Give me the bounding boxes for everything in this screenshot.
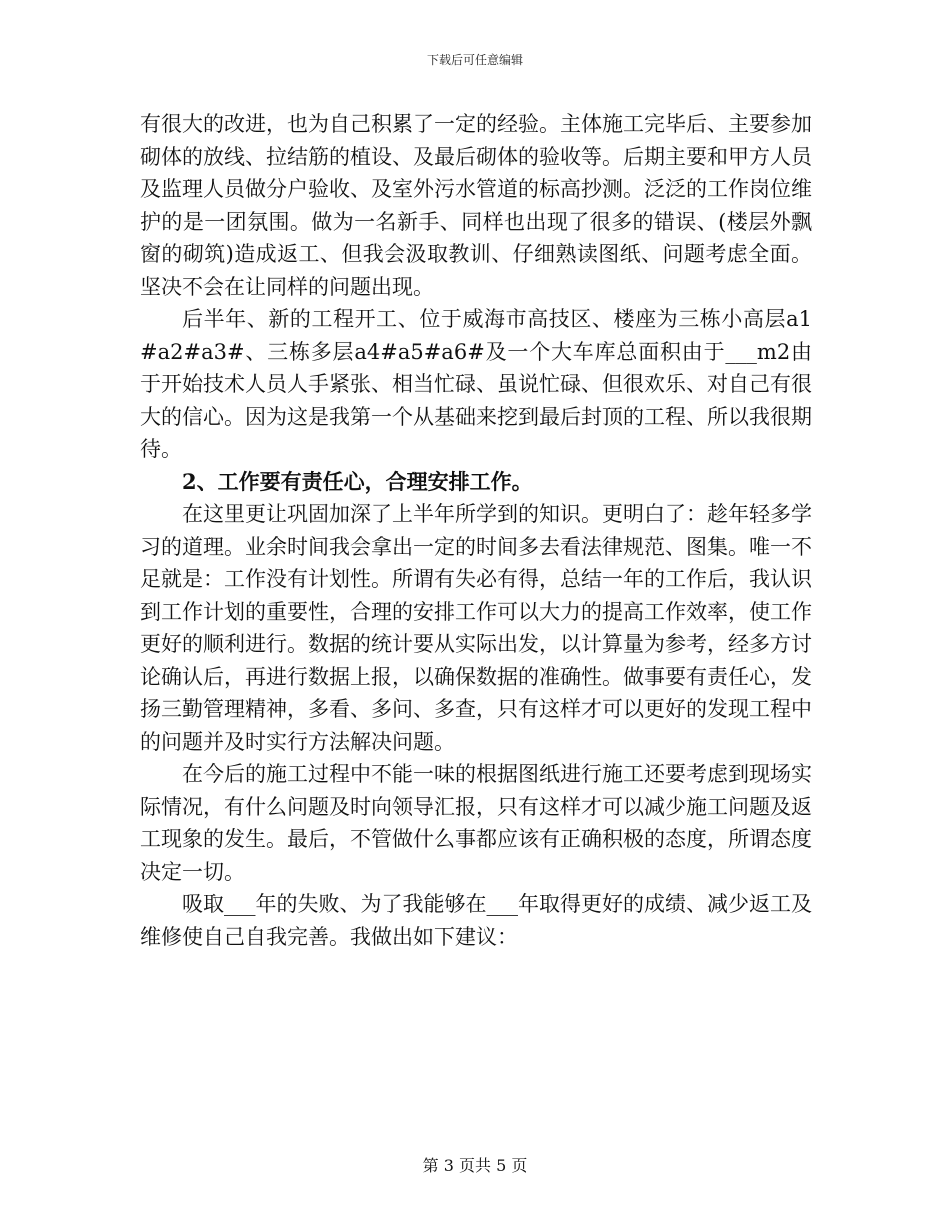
paragraph-future-construction: 在今后的施工过程中不能一味的根据图纸进行施工还要考虑到现场实际情况，有什么问题及时向领导汇报，只有这样才可以减少施工问题及返工现象的发生。最后，不管做什么事都应该有正确积极的态度，所谓态度决定一切。 — [140, 762, 812, 884]
section-heading: 2、工作要有责任心，合理安排工作。 — [182, 468, 533, 494]
page-footer: 第 3 页共 5 页 — [422, 1156, 528, 1175]
page-header: 下载后可任意编辑 — [426, 53, 523, 67]
paragraph-knowledge: 在这里更让巩固加深了上半年所学到的知识。更明白了：趁年轻多学习的道理。业余时间我会拿出一定的时间多去看法律规范、图集。唯一不足就是：工作没有计划性。所谓有失必有得，总结一年的工作后，我认识到工作计划的重要性，合理的安排工作可以大力的提高工作效率，使工作更好的顺利进行。数据的统计要从实际出发，以计算量为参考，经多方讨论确认后，再进行数据上报，以确保数据的准确性。做事要有责任心，发扬三勤管理精神，多看、多问、多查，只有这样才可以更好的发现工程中的问题并及时实行方法解决问题。 — [140, 502, 812, 754]
paragraph-continued: 有很大的改进，也为自己积累了一定的经验。主体施工完毕后、主要参加砌体的放线、拉结筋的植设、及最后砌体的验收等。后期主要和甲方人员及监理人员做分户验收、及室外污水管道的标高抄测。泛泛的工作岗位维护的是一团氛围。做为一名新手、同样也出现了很多的错误、(楼层外飘窗的砌筑)造成返工、但我会汲取教训、仔细熟读图纸、问题考虑全面。坚决不会在让同样的问题出现。 — [140, 112, 812, 299]
paragraph-suggestions: 吸取___年的失败、为了我能够在___年取得更好的成绩、减少返工及维修使自己自我完善。我做出如下建议： — [140, 892, 812, 949]
paragraph-second-half-year: 后半年、新的工程开工、位于威海市高技区、楼座为三栋小高层a1#a2#a3#、三栋多层a4#a5#a6#及一个大车库总面积由于___m2由于开始技术人员人手紧张、相当忙碌、虽说忙碌、但很欢乐、对自己有很大的信心。因为这是我第一个从基础来挖到最后封顶的工程、所以我很期待。 — [140, 307, 812, 461]
document-body — [140, 108, 812, 953]
